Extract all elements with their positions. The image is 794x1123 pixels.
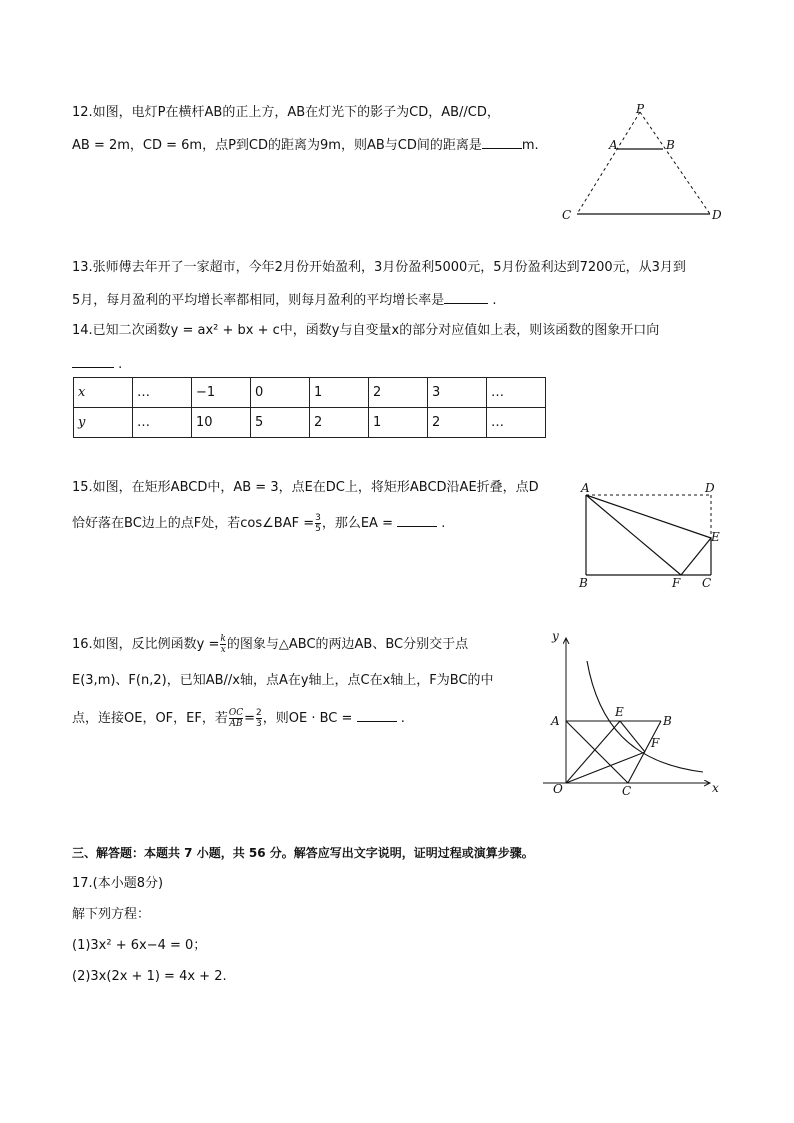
q16-frac1-num: k <box>220 634 226 644</box>
q16-label-b: B <box>663 714 672 728</box>
q16-frac2-den: AB <box>229 719 243 729</box>
table-cell: 0 <box>251 378 310 408</box>
q16-line3 <box>72 707 405 729</box>
q15-line2-end: . <box>441 516 446 531</box>
table-cell: … <box>133 378 192 408</box>
table-row <box>74 408 546 438</box>
q16-frac1-den: x <box>220 645 226 655</box>
table-cell: … <box>133 408 192 438</box>
q16-label-f: F <box>651 736 660 750</box>
table-row <box>74 378 546 408</box>
table-cell: 1 <box>369 408 428 438</box>
q12-label-p: P <box>636 102 645 116</box>
table-cell: 5 <box>251 408 310 438</box>
q16-line1b: 的图象与△ABC的两边AB、BC分别交于点 <box>226 637 469 652</box>
q12-label-d: D <box>712 208 722 222</box>
table-cell: 2 <box>310 408 369 438</box>
q17-title: 17.(本小题8分) <box>72 876 164 891</box>
table-cell: 3 <box>428 378 487 408</box>
q16-line3a: 点，连接OE，OF，EF，若 <box>72 711 228 726</box>
q13-line2-end: . <box>492 293 497 308</box>
q14-line2 <box>72 353 122 375</box>
q12-figure <box>560 100 730 225</box>
q15-line2 <box>72 512 445 534</box>
q16-line3c: ，则OE · BC = <box>262 711 353 726</box>
q15-label-d: D <box>705 481 715 495</box>
q13-line2 <box>72 289 497 311</box>
q15-line2a: 恰好落在BC边上的点F处，若cos∠BAF = <box>72 516 315 531</box>
q13-line1: 13.张师傅去年开了一家超市，今年2月份开始盈利，3月份盈利5000元，5月份盈利达到7200元，从3月到 <box>72 260 686 275</box>
table-cell: … <box>487 408 546 438</box>
table-cell: 10 <box>192 408 251 438</box>
q15-line1: 15.如图，在矩形ABCD中，AB = 3，点E在DC上，将矩形ABCD沿AE折叠，点D <box>72 480 539 495</box>
q16-label-x: x <box>712 781 719 795</box>
q16-frac3-den: 3 <box>256 719 262 729</box>
q16-line1 <box>72 634 468 655</box>
q15-label-f: F <box>672 576 681 590</box>
q16-label-c: C <box>622 784 632 798</box>
q16-line3b: = <box>244 711 256 726</box>
table-cell: y <box>74 408 133 438</box>
q16-line3-end: . <box>400 711 405 726</box>
q15-figure <box>575 480 725 595</box>
table-cell: … <box>487 378 546 408</box>
q16-line2: E(3,m)、F(n,2)，已知AB//x轴，点A在y轴上，点C在x轴上，F为BC的中 <box>72 673 494 688</box>
q14-answer-blank <box>72 353 114 368</box>
q15-frac-den: 5 <box>315 524 321 534</box>
q15-label-e: E <box>711 530 720 544</box>
q16-fraction-2-3 <box>256 708 262 729</box>
q13-line2-text: 5月，每月盈利的平均增长率都相同，则每月盈利的平均增长率是 <box>72 293 445 308</box>
q15-answer-blank <box>397 512 437 527</box>
q16-figure <box>540 628 725 798</box>
q16-fraction-kx <box>220 634 225 655</box>
table-cell: 2 <box>369 378 428 408</box>
q15-label-b: B <box>579 576 588 590</box>
q12-line2 <box>72 134 539 156</box>
q17-prompt: 解下列方程： <box>72 907 151 922</box>
q17-equation-1: (1)3x² + 6x−4 = 0； <box>72 938 207 953</box>
q14-line2-end: . <box>118 357 123 372</box>
q12-label-a: A <box>609 138 618 152</box>
q16-answer-blank <box>357 707 397 722</box>
q12-answer-blank <box>482 134 522 149</box>
q16-label-o: O <box>553 782 563 796</box>
q16-frac3-num: 2 <box>256 708 262 718</box>
q12-label-c: C <box>562 208 572 222</box>
q12-line2-end: m. <box>521 138 539 153</box>
q16-label-y: y <box>552 629 559 643</box>
q15-line2b: ，那么EA = <box>321 516 393 531</box>
q15-label-a: A <box>581 481 590 495</box>
q15-label-c: C <box>702 576 712 590</box>
q16-label-a: A <box>551 714 560 728</box>
table-cell: x <box>74 378 133 408</box>
q17-equation-2: (2)3x(2x + 1) = 4x + 2. <box>72 969 227 984</box>
q12-line2-text: AB = 2m，CD = 6m，点P到CD的距离为9m，则AB与CD间的距离是 <box>72 138 482 153</box>
q13-answer-blank <box>444 289 488 304</box>
table-cell: −1 <box>192 378 251 408</box>
table-cell: 2 <box>428 408 487 438</box>
table-cell: 1 <box>310 378 369 408</box>
q14-value-table <box>73 377 546 438</box>
q12-label-b: B <box>666 138 675 152</box>
q16-fraction-oc-ab <box>229 708 243 729</box>
q12-line1: 12.如图，电灯P在横杆AB的正上方，AB在灯光下的影子为CD，AB//CD， <box>72 105 500 120</box>
q16-line1a: 16.如图，反比例函数y = <box>72 637 220 652</box>
q14-line1: 14.已知二次函数y = ax² + bx + c中，函数y与自变量x的部分对应值如上表，则该函数的图象开口向 <box>72 323 660 338</box>
q15-fraction <box>315 513 321 534</box>
q16-frac2-num: OC <box>228 708 244 718</box>
q15-frac-num: 3 <box>315 513 321 523</box>
section3-heading: 三、解答题：本题共 7 小题，共 56 分。解答应写出文字说明，证明过程或演算步骤。 <box>72 846 534 860</box>
q16-label-e: E <box>615 705 624 719</box>
